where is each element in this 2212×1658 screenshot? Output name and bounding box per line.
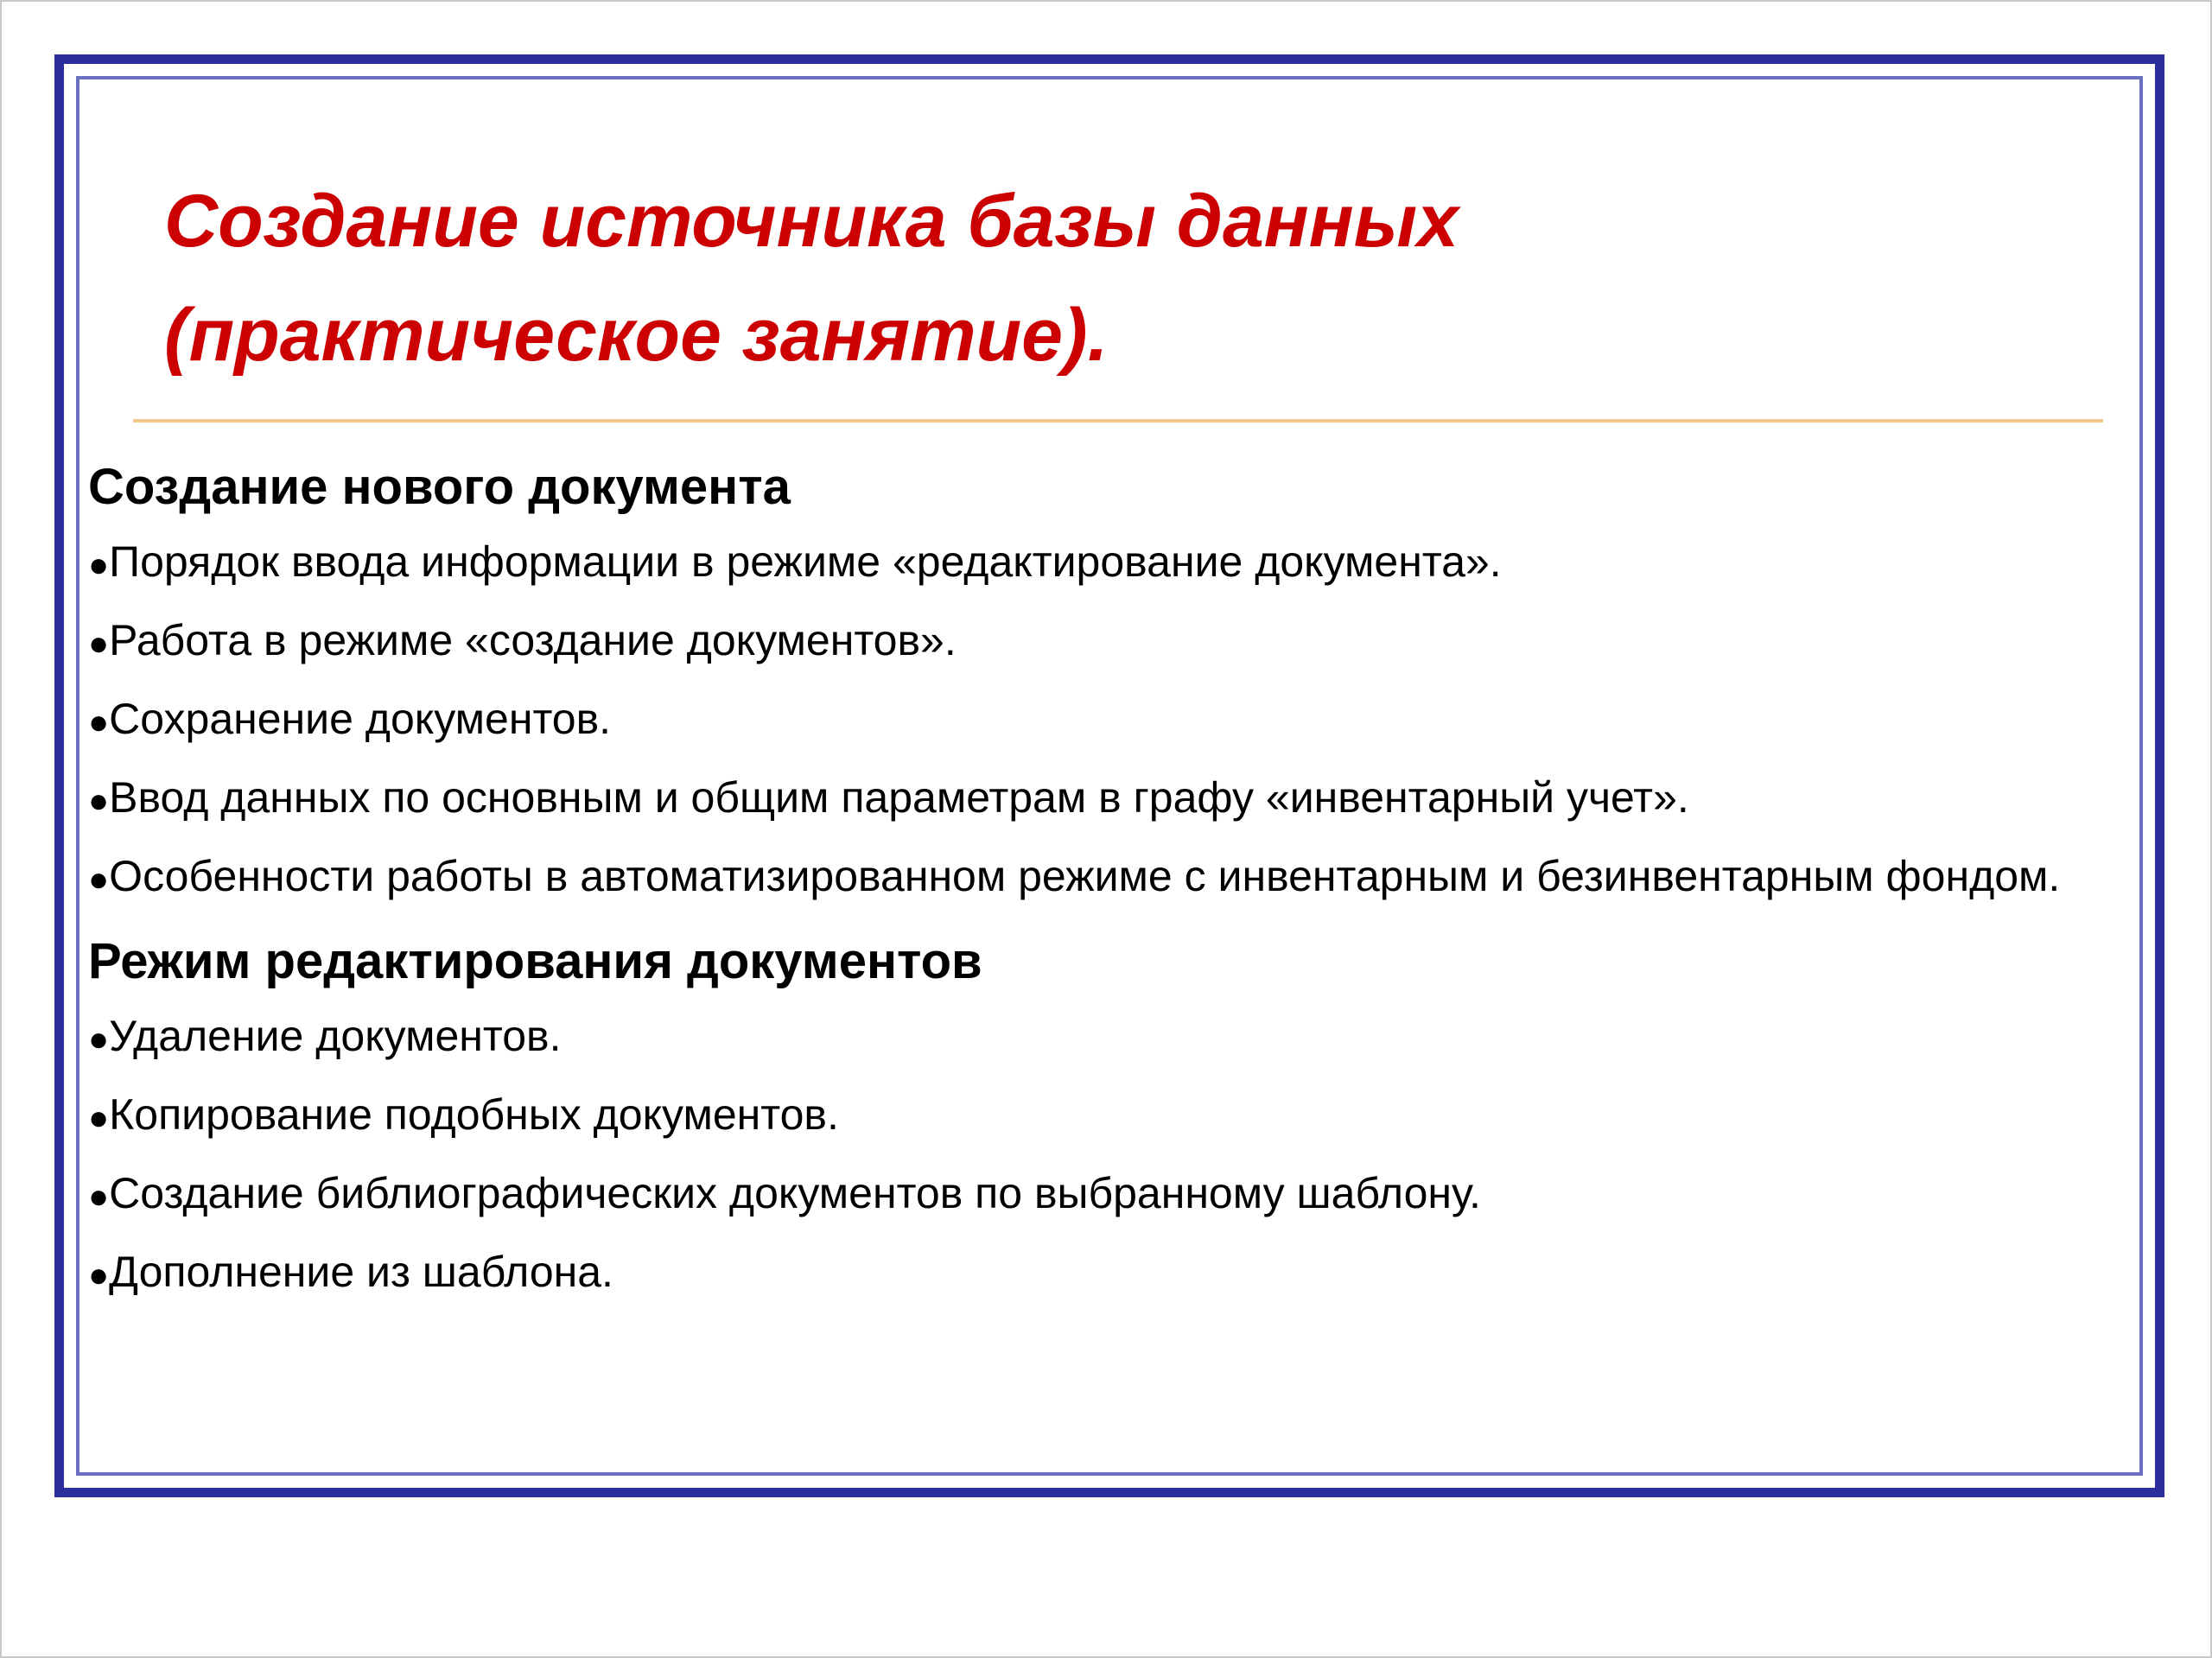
- list-item-text: Дополнение из шаблона.: [109, 1248, 613, 1296]
- list-item: [88, 1238, 2110, 1317]
- list-item-text: Работа в режиме «создание документов».: [109, 616, 957, 664]
- slide-body: [88, 447, 2110, 1317]
- list-item: [88, 528, 2110, 607]
- list-item-text: Копирование подобных документов.: [109, 1090, 839, 1139]
- section-new-document: [88, 447, 2110, 921]
- list-item-text: Сохранение документов.: [109, 695, 612, 743]
- bullet-icon: ●: [88, 1256, 110, 1294]
- slide-title-line-1: Создание источника базы данных: [164, 180, 1459, 263]
- list-item: [88, 1159, 2110, 1238]
- list-item-text: Удаление документов.: [109, 1012, 562, 1060]
- section-heading: Создание нового документа: [88, 459, 791, 515]
- slide-title: [164, 164, 2065, 392]
- bullet-icon: ●: [88, 861, 110, 899]
- bullet-icon: ●: [88, 703, 110, 741]
- list-item: [88, 842, 2110, 921]
- list-item-text: Особенности работы в автоматизированном режиме с инвентарным и безинвентарным фондом.: [109, 852, 2061, 900]
- list-item-text: Ввод данных по основным и общим параметрам в графу «инвентарный учет».: [109, 773, 1689, 822]
- list-item: [88, 1081, 2110, 1159]
- list-item: [88, 607, 2110, 685]
- bullet-icon: ●: [88, 625, 110, 663]
- slide-title-line-2: (практическое занятие).: [164, 294, 1109, 377]
- list-item: [88, 685, 2110, 764]
- section-heading: Режим редактирования документов: [88, 933, 982, 989]
- list-item: [88, 1002, 2110, 1081]
- bullet-icon: ●: [88, 546, 110, 584]
- bullet-icon: ●: [88, 1020, 110, 1058]
- bullet-icon: ●: [88, 1099, 110, 1137]
- list-item-text: Создание библиографических документов по выбранному шаблону.: [109, 1169, 1481, 1217]
- list-item: [88, 764, 2110, 842]
- bullet-icon: ●: [88, 1178, 110, 1216]
- section-editing-mode: [88, 921, 2110, 1317]
- bullet-icon: ●: [88, 782, 110, 820]
- title-divider: [133, 419, 2103, 422]
- list-item-text: Порядок ввода информации в режиме «редактирование документа».: [109, 537, 1502, 586]
